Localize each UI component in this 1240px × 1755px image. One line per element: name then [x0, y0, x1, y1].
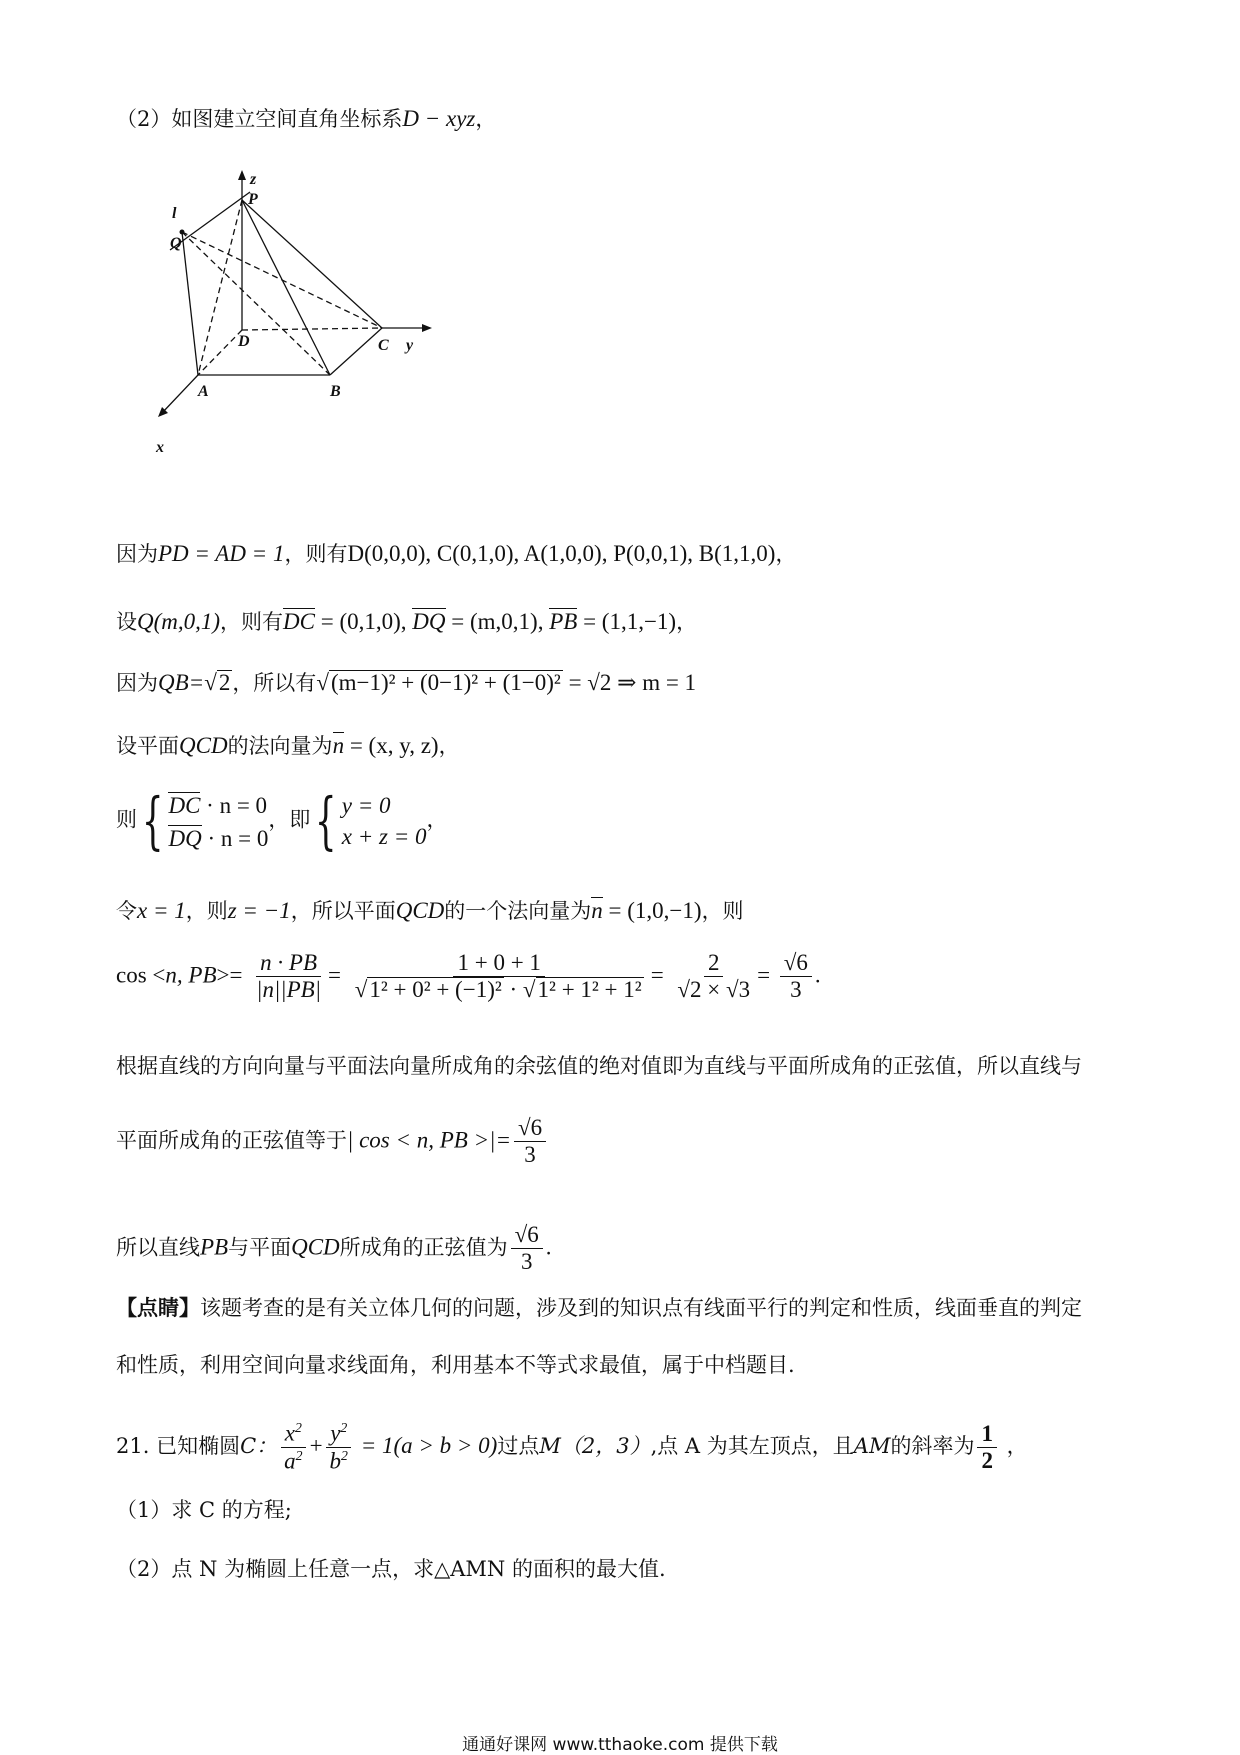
part2-intro: （2）如图建立空间直角坐标系D − xyz，: [116, 106, 497, 131]
line-system: 则{ DC · n = 0 DQ · n = 0 ，即{ y = 0 x + z = 0 ，: [116, 784, 448, 857]
edge-qc: [182, 232, 382, 328]
question-21-sub1: （1）求 C 的方程;: [116, 1498, 292, 1522]
q-point: Q(m,0,1): [137, 609, 221, 634]
comment-line1: 【点睛】该题考查的是有关立体几何的问题，涉及到的知识点有线面平行的判定和性质，线面垂直的判定: [116, 1295, 1082, 1320]
implies-m: = √2 ⇒ m = 1: [562, 670, 697, 695]
label-q: Q: [170, 235, 182, 252]
cos-frac4: $\frac{√6}{3}$: [780, 950, 812, 1004]
line-points: 因为PD = AD = 1，则有D(0,0,0), C(0,1,0), A(1,0,0), P(0,0,1), B(1,1,0)，: [116, 541, 797, 566]
label-b: B: [330, 383, 341, 400]
conclusion-frac: $\frac{√6}{3}$: [511, 1222, 543, 1276]
vec-dq: DQ: [412, 609, 446, 634]
footer: 通通好课网 www.tthaoke.com 提供下载: [462, 1735, 778, 1755]
vec-dc: DC: [283, 609, 315, 634]
x-axis: [162, 375, 198, 413]
sys2-row2: x + z = 0: [341, 824, 427, 849]
label-y: y: [406, 337, 414, 354]
sys1-row1: DC · n = 0: [168, 793, 268, 818]
label-a: A: [198, 383, 209, 400]
edge-qb: [182, 232, 330, 375]
z-arrow: [238, 170, 246, 180]
label-c: C: [378, 337, 389, 354]
line-set-q: 设Q(m,0,1)，则有DC = (0,1,0), DQ = (m,0,1), PB = (1,1,−1)，: [116, 609, 698, 634]
question-21-sub2: （2）点 N 为椭圆上任意一点，求△AMN 的面积的最大值.: [116, 1557, 666, 1581]
eq-pd: PD = AD = 1: [158, 541, 285, 566]
vec-pb: PB: [549, 609, 578, 634]
coord-system: D − xyz: [402, 106, 476, 131]
conclusion: 所以直线PB与平面QCD所成角的正弦值为 $\frac{√6}{3}$ .: [116, 1222, 552, 1275]
edge-pc: [242, 200, 382, 328]
edge-pa: [198, 200, 242, 375]
edge-pb: [242, 200, 330, 375]
line-l: [170, 192, 250, 250]
label-d: D: [238, 333, 250, 350]
pyramid-figure: [150, 170, 450, 470]
line-normal: 设平面QCD的法向量为n = (x, y, z)，: [116, 733, 460, 758]
label-x: x: [156, 439, 164, 456]
label-p: P: [248, 191, 258, 208]
label-z: z: [250, 171, 257, 188]
cos-frac2: $\frac{1 + 0 + 1}{\text{√1² + 0² + (−1)² · √1² + 1² + 1²}}$: [354, 950, 642, 1003]
para-line2: 平面所成角的正弦值等于| cos < n, PB >|= $\frac{√6}{3}$: [116, 1115, 549, 1169]
edge-bc: [330, 328, 382, 375]
edge-qa: [182, 232, 198, 375]
comment-line2: 和性质，利用空间向量求线面角，利用基本不等式求最值，属于中档题目.: [116, 1353, 795, 1377]
para-line1: 根据直线的方向向量与平面法向量所成角的余弦值的绝对值即为直线与平面所成角的正弦值，所以直线与: [116, 1054, 1082, 1078]
sys2-row1: y = 0: [341, 793, 391, 818]
line-cos: cos <n, PB>= $\frac{n \cdot PB}{|n||PB|}$ = $\frac{1 + 0 + 1}{\text{√1² + 0² + (−1)² · √1² + 1² + 1²}}$ = $\frac{2}{√2 \times √3}$ = $\frac{√6}{3}$ .: [116, 950, 821, 1003]
label-l: l: [172, 205, 177, 222]
comment-label: 【点睛】: [116, 1295, 200, 1320]
cos-frac3: $\frac{2}{√2 \times √3}$: [677, 950, 751, 1003]
line-let-x: 令x = 1，则z = −1，所以平面QCD的一个法向量为n = (1,0,−1)，则: [116, 898, 744, 923]
point-q: [180, 230, 185, 235]
sys1-row2: DQ · n = 0: [168, 826, 269, 851]
y-arrow: [422, 324, 432, 332]
question-21: 21. 已知椭圆C： $\frac{x^2}{a^2}$ + $\frac{y^2}{b^2}$ = 1(a > b > 0)过点M（2，3）,点 A 为其左顶点，且AM的斜率为 $\frac{1}{2}$ ，: [116, 1420, 1028, 1474]
line-qb: 因为QB=√2，所以有√(m−1)² + (0−1)² + (1−0)² = √2 ⇒ m = 1: [116, 670, 697, 695]
sqrt-expression: (m−1)² + (0−1)² + (1−0)²: [330, 670, 561, 695]
abs-cos-frac: $\frac{√6}{3}$: [514, 1115, 546, 1169]
points-list: D(0,0,0), C(0,1,0), A(1,0,0), P(0,0,1), B(1,1,0): [347, 541, 776, 566]
cos-frac1: $\frac{n \cdot PB}{|n||PB|}$: [256, 950, 322, 1003]
x-axis-dashed: [198, 330, 242, 375]
y-axis-dashed: [242, 328, 382, 330]
